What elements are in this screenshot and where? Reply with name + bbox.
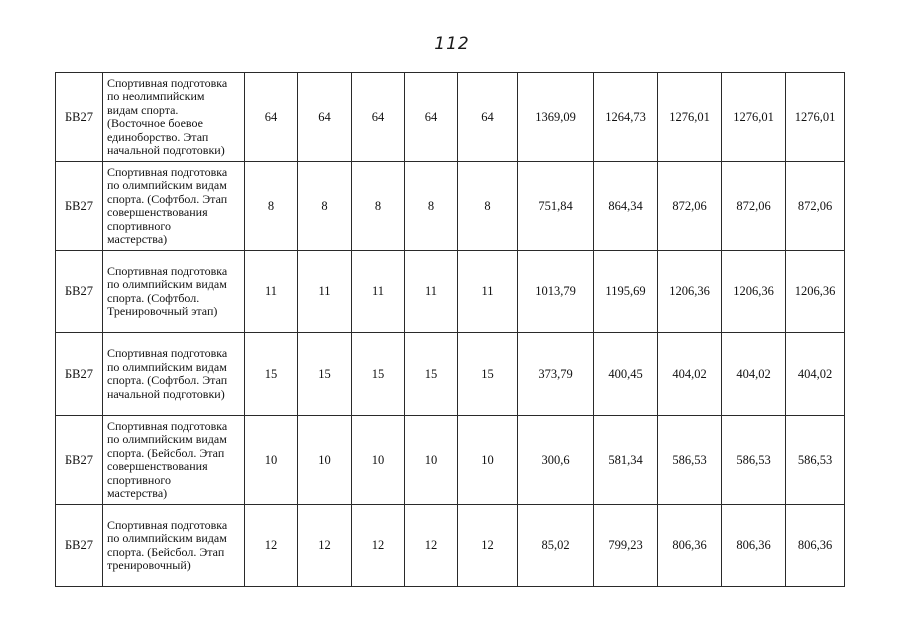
count-cell: 12 xyxy=(245,505,298,587)
amount-cell: 586,53 xyxy=(786,416,845,505)
count-cell: 10 xyxy=(352,416,405,505)
service-description: Спортивная подготовка по олимпийским видам спорта. (Бейсбол. Этап совершенствования спортивного мастерства) xyxy=(103,416,245,505)
amount-cell: 864,34 xyxy=(594,162,658,251)
service-description: Спортивная подготовка по олимпийским видам спорта. (Софтбол. Этап начальной подготовки) xyxy=(103,333,245,416)
service-description: Спортивная подготовка по олимпийским видам спорта. (Софтбол. Этап совершенствования спортивного мастерства) xyxy=(103,162,245,251)
count-cell: 64 xyxy=(298,73,352,162)
amount-cell: 581,34 xyxy=(594,416,658,505)
count-cell: 10 xyxy=(245,416,298,505)
count-cell: 11 xyxy=(352,251,405,333)
count-cell: 12 xyxy=(458,505,518,587)
amount-cell: 806,36 xyxy=(722,505,786,587)
amount-cell: 1276,01 xyxy=(722,73,786,162)
amount-cell: 872,06 xyxy=(658,162,722,251)
service-code: БВ27 xyxy=(56,162,103,251)
table-row xyxy=(56,251,845,333)
count-cell: 15 xyxy=(298,333,352,416)
service-code: БВ27 xyxy=(56,505,103,587)
amount-cell: 300,6 xyxy=(518,416,594,505)
count-cell: 8 xyxy=(458,162,518,251)
amount-cell: 1206,36 xyxy=(722,251,786,333)
table-row xyxy=(56,333,845,416)
amount-cell: 85,02 xyxy=(518,505,594,587)
amount-cell: 1206,36 xyxy=(658,251,722,333)
amount-cell: 1013,79 xyxy=(518,251,594,333)
service-description: Спортивная подготовка по неолимпийским видам спорта. (Восточное боевое единоборство. Этап начальной подготовки) xyxy=(103,73,245,162)
count-cell: 11 xyxy=(298,251,352,333)
amount-cell: 586,53 xyxy=(658,416,722,505)
amount-cell: 1276,01 xyxy=(658,73,722,162)
count-cell: 15 xyxy=(458,333,518,416)
count-cell: 8 xyxy=(405,162,458,251)
page-number: 112 xyxy=(434,34,470,54)
count-cell: 15 xyxy=(405,333,458,416)
amount-cell: 404,02 xyxy=(786,333,845,416)
amount-cell: 806,36 xyxy=(658,505,722,587)
count-cell: 8 xyxy=(298,162,352,251)
amount-cell: 872,06 xyxy=(722,162,786,251)
amount-cell: 1264,73 xyxy=(594,73,658,162)
count-cell: 15 xyxy=(245,333,298,416)
services-table xyxy=(55,72,845,587)
count-cell: 12 xyxy=(298,505,352,587)
table-row xyxy=(56,162,845,251)
service-code: БВ27 xyxy=(56,73,103,162)
amount-cell: 751,84 xyxy=(518,162,594,251)
count-cell: 11 xyxy=(405,251,458,333)
amount-cell: 373,79 xyxy=(518,333,594,416)
amount-cell: 586,53 xyxy=(722,416,786,505)
service-description: Спортивная подготовка по олимпийским видам спорта. (Софтбол. Тренировочный этап) xyxy=(103,251,245,333)
amount-cell: 400,45 xyxy=(594,333,658,416)
amount-cell: 799,23 xyxy=(594,505,658,587)
table-row xyxy=(56,416,845,505)
amount-cell: 1195,69 xyxy=(594,251,658,333)
table-row xyxy=(56,73,845,162)
count-cell: 64 xyxy=(245,73,298,162)
service-description: Спортивная подготовка по олимпийским видам спорта. (Бейсбол. Этап тренировочный) xyxy=(103,505,245,587)
amount-cell: 1369,09 xyxy=(518,73,594,162)
amount-cell: 806,36 xyxy=(786,505,845,587)
count-cell: 8 xyxy=(245,162,298,251)
count-cell: 64 xyxy=(405,73,458,162)
count-cell: 64 xyxy=(458,73,518,162)
count-cell: 10 xyxy=(458,416,518,505)
service-code: БВ27 xyxy=(56,333,103,416)
amount-cell: 404,02 xyxy=(722,333,786,416)
count-cell: 15 xyxy=(352,333,405,416)
count-cell: 11 xyxy=(245,251,298,333)
service-code: БВ27 xyxy=(56,251,103,333)
amount-cell: 404,02 xyxy=(658,333,722,416)
amount-cell: 1276,01 xyxy=(786,73,845,162)
count-cell: 11 xyxy=(458,251,518,333)
count-cell: 8 xyxy=(352,162,405,251)
table-row xyxy=(56,505,845,587)
amount-cell: 872,06 xyxy=(786,162,845,251)
count-cell: 12 xyxy=(352,505,405,587)
amount-cell: 1206,36 xyxy=(786,251,845,333)
count-cell: 10 xyxy=(298,416,352,505)
count-cell: 64 xyxy=(352,73,405,162)
service-code: БВ27 xyxy=(56,416,103,505)
count-cell: 10 xyxy=(405,416,458,505)
count-cell: 12 xyxy=(405,505,458,587)
